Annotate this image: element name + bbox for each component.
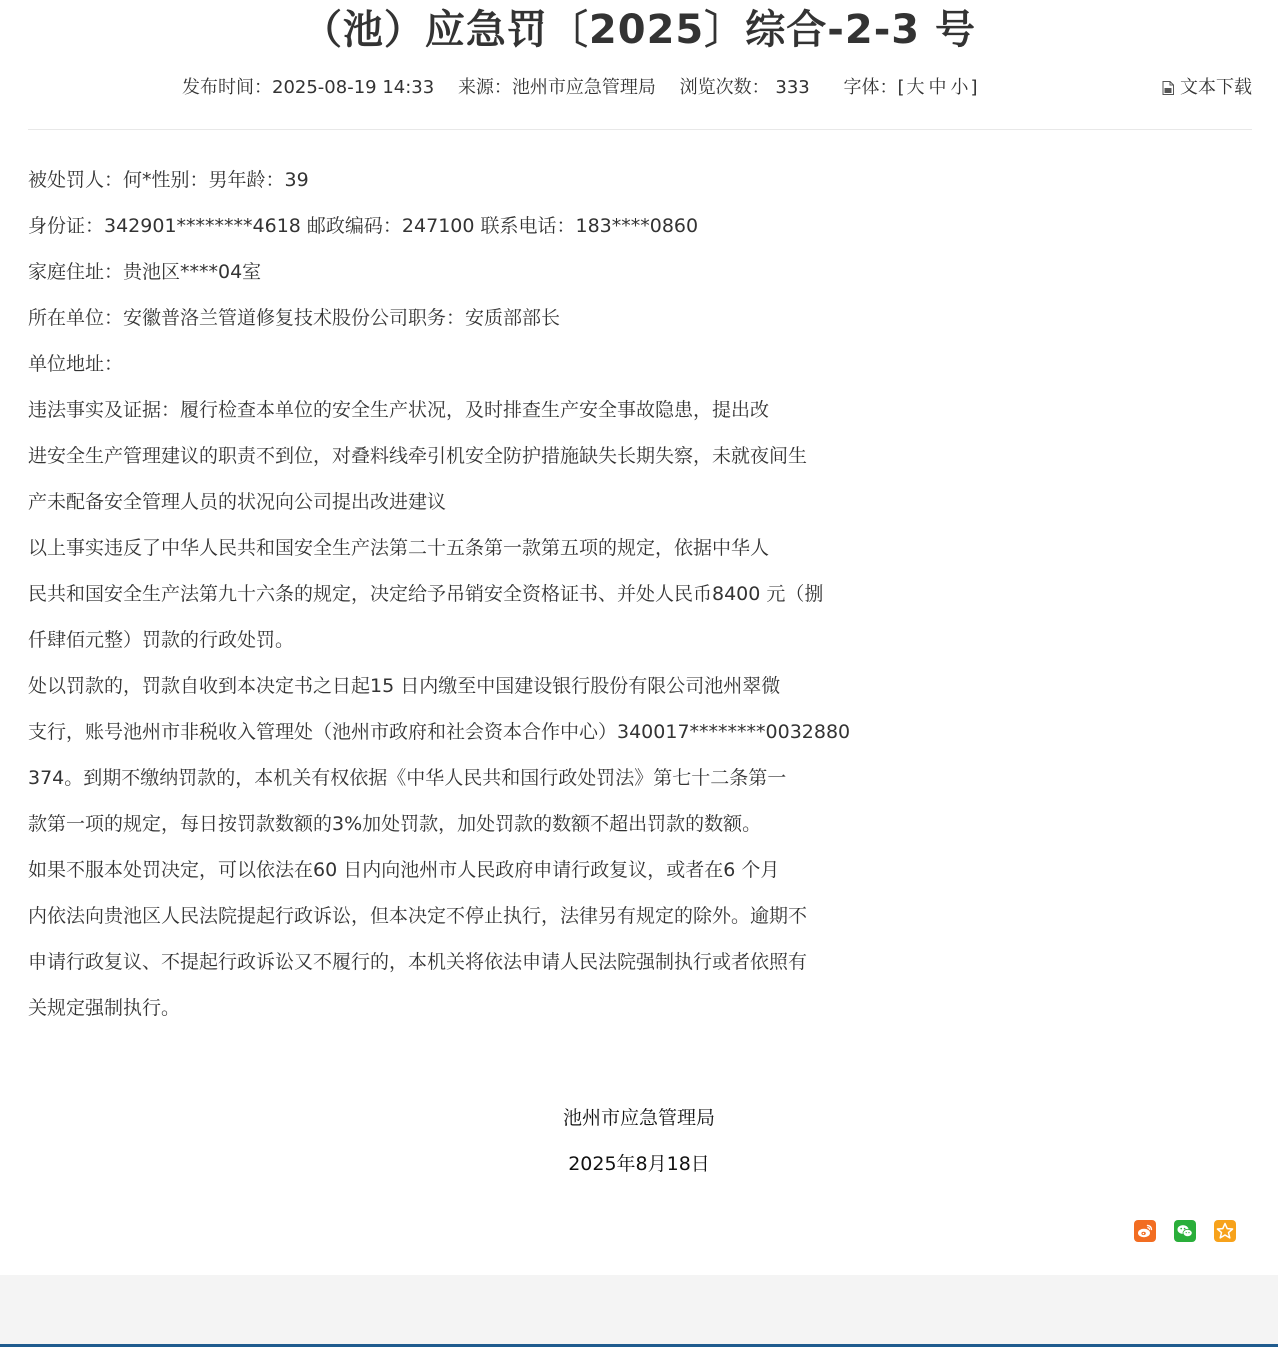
view-count-value: 333 xyxy=(775,77,810,98)
text-download-label: 文本下载 xyxy=(1180,77,1252,98)
article-meta xyxy=(182,74,996,102)
article-body xyxy=(28,157,1252,1031)
signature-date: 2025年8月18日 xyxy=(568,1153,710,1175)
publish-time-value: 2025-08-19 14:33 xyxy=(272,77,435,98)
source xyxy=(458,74,656,102)
paragraph-home-address: 家庭住址：贵池区****04室 xyxy=(28,261,262,283)
paragraph-violation-facts: 进安全生产管理建议的职责不到位，对叠料线牵引机安全防护措施缺失长期失察，未就夜间生 xyxy=(28,445,808,467)
paragraph-payment: 374。到期不缴纳罚款的，本机关有权依据《中华人民共和国行政处罚法》第七十二条第一 xyxy=(28,767,787,789)
paragraph-violation-facts: 违法事实及证据：履行检查本单位的安全生产状况，及时排查生产安全事故隐患，提出改 xyxy=(28,399,770,421)
font-size-label: 字体： xyxy=(843,77,898,98)
paragraph-payment: 处以罚款的，罚款自收到本决定书之日起15 日内缴至中国建设银行股份有限公司池州翠微 xyxy=(28,675,781,697)
view-count-label: 浏览次数： xyxy=(679,77,770,98)
font-size-large-link[interactable]: 大 xyxy=(906,77,925,98)
page-title: （池）应急罚〔2025〕综合-2-3 号 xyxy=(301,7,977,53)
footer-accent-line xyxy=(0,1344,1278,1347)
paragraph-appeal: 关规定强制执行。 xyxy=(28,997,181,1019)
font-bracket-open: [ xyxy=(897,77,905,98)
text-download-link[interactable] xyxy=(1162,74,1252,102)
publish-time xyxy=(182,74,434,102)
paragraph-id-info: 身份证：342901********4618 邮政编码：247100 联系电话：183****0860 xyxy=(28,215,699,237)
paragraph-payment: 支行，账号池州市非税收入管理处（池州市政府和社会资本合作中心）340017********0032880 xyxy=(28,721,851,743)
view-count xyxy=(680,74,810,102)
favorite-icon[interactable] xyxy=(1214,1220,1236,1242)
paragraph-employer-address: 单位地址： xyxy=(28,353,124,375)
paragraph-penalized-person: 被处罚人：何*性别：男年龄：39 xyxy=(28,169,309,191)
source-label: 来源： xyxy=(457,77,512,98)
signature-organization: 池州市应急管理局 xyxy=(562,1107,715,1129)
footer-band xyxy=(0,1275,1278,1345)
paragraph-legal-basis: 仟肆佰元整）罚款的行政处罚。 xyxy=(28,629,295,651)
font-size-medium-link[interactable]: 中 xyxy=(928,77,947,98)
paragraph-payment: 款第一项的规定，每日按罚款数额的3%加处罚款，加处罚款的数额不超出罚款的数额。 xyxy=(28,813,762,835)
font-size-small-link[interactable]: 小 xyxy=(950,77,969,98)
font-bracket-close: ] xyxy=(970,77,978,98)
paragraph-employer: 所在单位：安徽普洛兰管道修复技术股份公司职务：安质部部长 xyxy=(28,307,561,329)
share-bar xyxy=(1116,1220,1236,1242)
paragraph-violation-facts: 产未配备安全管理人员的状况向公司提出改进建议 xyxy=(28,491,447,513)
paragraph-appeal: 内依法向贵池区人民法院提起行政诉讼，但本决定不停止执行，法律另有规定的除外。逾期不 xyxy=(28,905,808,927)
font-size-switcher xyxy=(844,74,978,102)
weibo-icon[interactable] xyxy=(1134,1220,1156,1242)
publish-time-label: 发布时间： xyxy=(182,77,272,98)
header-divider xyxy=(28,129,1252,130)
wechat-icon[interactable] xyxy=(1174,1220,1196,1242)
paragraph-legal-basis: 民共和国安全生产法第九十六条的规定，决定给予吊销安全资格证书、并处人民币8400 元（捌 xyxy=(28,583,824,605)
source-value: 池州市应急管理局 xyxy=(511,77,656,98)
paragraph-appeal: 申请行政复议、不提起行政诉讼又不履行的，本机关将依法申请人民法院强制执行或者依照有 xyxy=(28,951,808,973)
paragraph-legal-basis: 以上事实违反了中华人民共和国安全生产法第二十五条第一款第五项的规定，依据中华人 xyxy=(28,537,770,559)
paragraph-appeal: 如果不服本处罚决定，可以依法在60 日内向池州市人民政府申请行政复议，或者在6 个月 xyxy=(28,859,780,881)
article-meta-bar xyxy=(0,74,1278,102)
document-download-icon xyxy=(1162,76,1174,90)
